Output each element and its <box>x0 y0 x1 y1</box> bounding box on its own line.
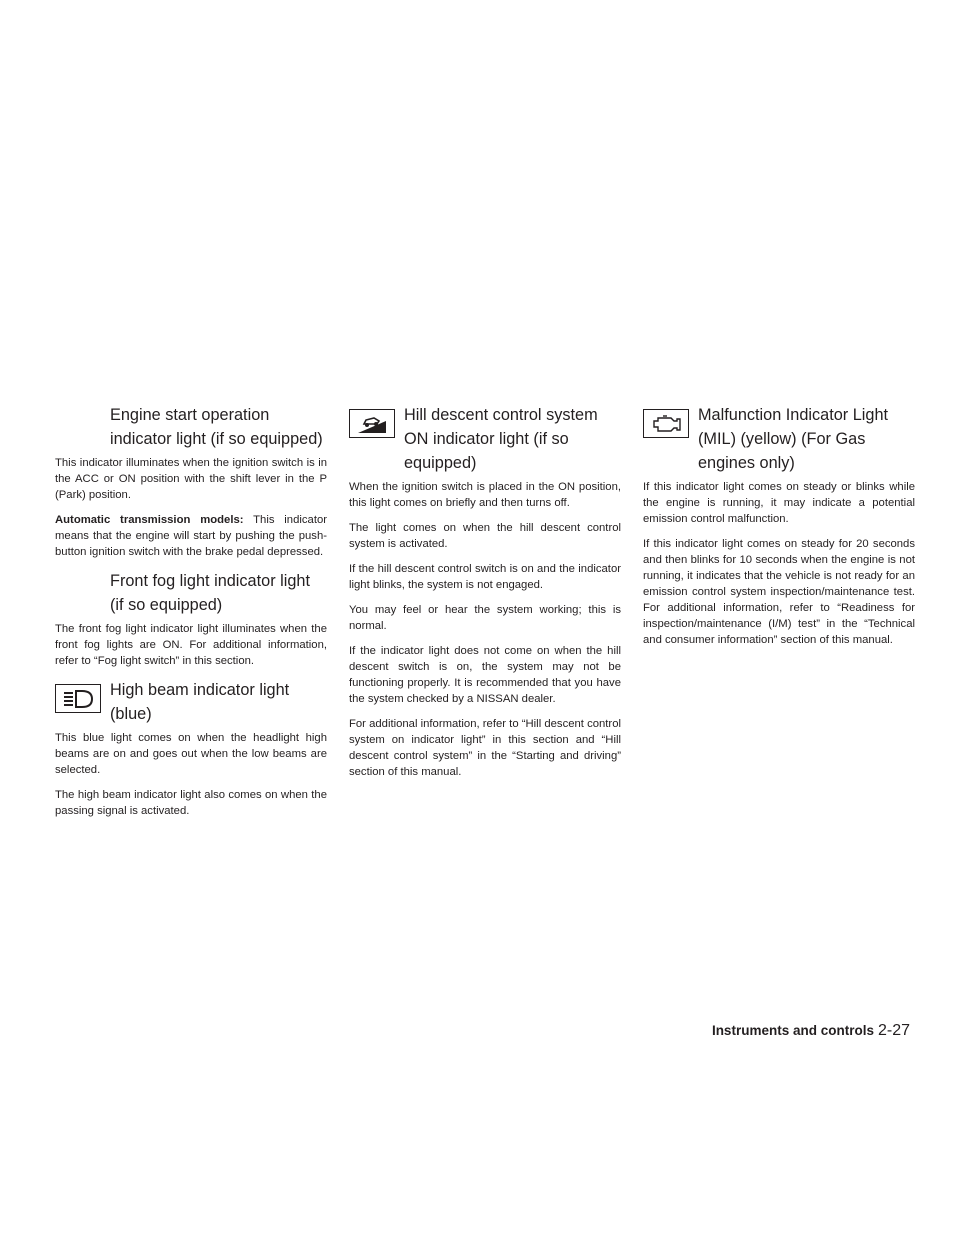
hill-descent-text-4: You may feel or hear the system working; this is normal. <box>349 604 621 632</box>
section-front-fog <box>55 569 327 669</box>
hill-descent-text-6: For additional information, refer to “Hill descent control system on indicator light” in this section and “Hill descent control system” in the “Starting and driving” section of this manual. <box>349 718 621 778</box>
hill-descent-text-2: The light comes on when the hill descent control system is activated. <box>349 522 621 550</box>
mil-text-2: If this indicator light comes on steady for 20 seconds and then blinks for 10 seconds when the engine is not running, it indicates that the vehicle is not ready for an emission control system inspection/maintenance test. For additional information, refer to “Readiness for inspection/maintenance (I/M) test” in the “Technical and consumer information” section of this manual. <box>643 538 915 646</box>
section-mil <box>643 403 915 648</box>
high-beam-text-2: The high beam indicator light also comes on when the passing signal is activated. <box>55 789 327 817</box>
engine-start-text-2 <box>55 512 327 560</box>
engine-start-title: Engine start operation indicator light (if so equipped) <box>110 406 323 448</box>
section-hill-descent <box>349 403 621 780</box>
hill-descent-title: Hill descent control system ON indicator light (if so equipped) <box>404 406 598 472</box>
high-beam-text-1: This blue light comes on when the headlight high beams are on and goes out when the low beams are selected. <box>55 732 327 776</box>
mil-text-1: If this indicator light comes on steady or blinks while the engine is running, it may indicate a potential emission control malfunction. <box>643 481 915 525</box>
mil-title: Malfunction Indicator Light (MIL) (yellow) (For Gas engines only) <box>698 406 889 472</box>
section-engine-start <box>55 403 327 560</box>
high-beam-icon <box>55 684 101 713</box>
high-beam-title: High beam indicator light (blue) <box>110 681 290 723</box>
page-number: 2-27 <box>877 1022 910 1039</box>
automatic-transmission-label: Automatic transmission models: <box>55 514 244 526</box>
engine-start-text-1: This indicator illuminates when the ignition switch is in the ACC or ON position with the shift lever in the P (Park) position. <box>55 457 327 501</box>
column-3 <box>643 403 915 657</box>
engine-check-icon <box>643 409 689 438</box>
hill-descent-text-3: If the hill descent control switch is on and the indicator light blinks, the system is not engaged. <box>349 563 621 591</box>
column-1 <box>55 403 327 828</box>
front-fog-title: Front fog light indicator light (if so equipped) <box>110 572 311 614</box>
page-footer <box>670 1022 910 1040</box>
footer-section-title: Instruments and controls <box>711 1023 874 1038</box>
automatic-transmission-text: This indicator means that the engine will start by pushing the push-button ignition switch with the brake pedal depressed. <box>55 514 327 558</box>
section-high-beam <box>55 678 327 819</box>
hill-descent-icon <box>349 409 395 438</box>
front-fog-text: The front fog light indicator light illuminates when the front fog lights are ON. For additional information, refer to “Fog light switch” in this section. <box>55 623 327 667</box>
hill-descent-text-5: If the indicator light does not come on when the hill descent switch is on, the system may not be functioning properly. It is recommended that you have the system checked by a NISSAN dealer. <box>349 645 621 705</box>
column-2 <box>349 403 621 789</box>
hill-descent-text-1: When the ignition switch is placed in the ON position, this light comes on briefly and then turns off. <box>349 481 621 509</box>
